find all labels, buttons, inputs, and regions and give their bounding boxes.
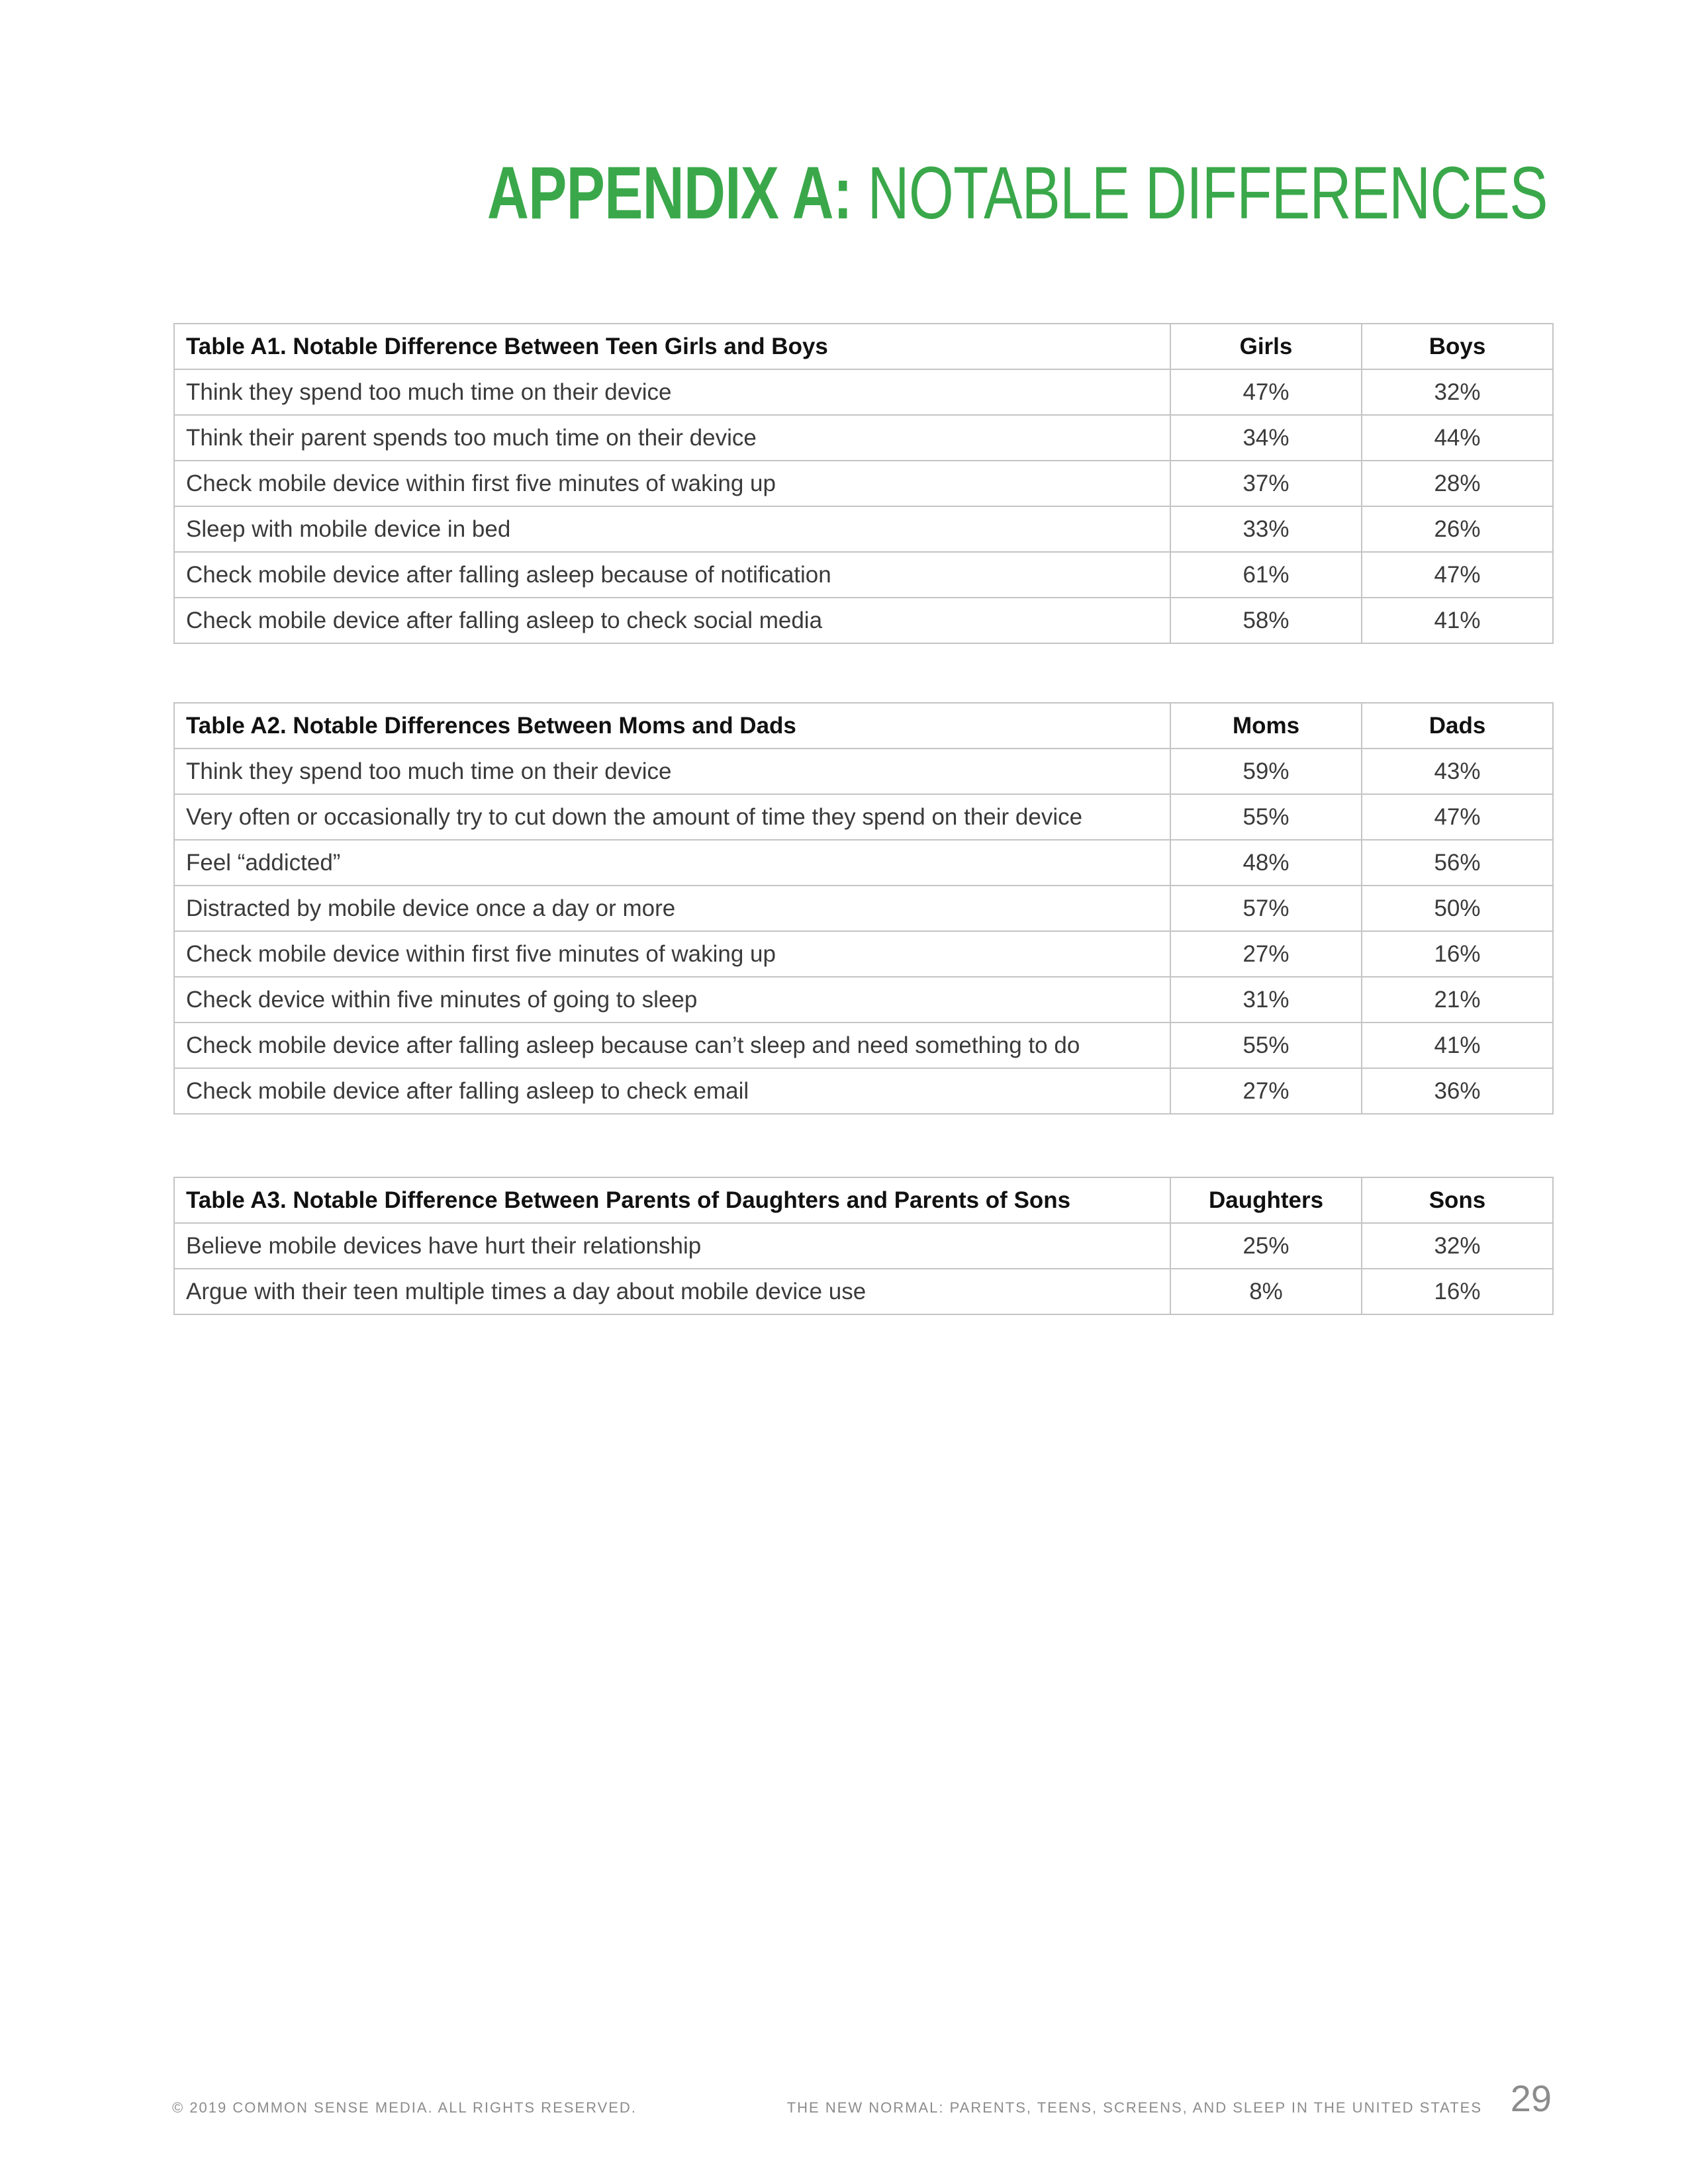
row-label: Think they spend too much time on their device [174, 369, 1170, 415]
row-label: Argue with their teen multiple times a day about mobile device use [174, 1269, 1170, 1314]
row-label: Check mobile device within first five minutes of waking up [174, 461, 1170, 506]
moms-value: 27% [1170, 1068, 1362, 1114]
moms-value: 55% [1170, 794, 1362, 840]
column-header-daughters: Daughters [1170, 1177, 1362, 1223]
table-row [174, 886, 1553, 931]
girls-value: 37% [1170, 461, 1362, 506]
dads-value: 16% [1362, 931, 1553, 977]
row-label: Check mobile device after falling asleep because of notification [174, 552, 1170, 598]
moms-value: 31% [1170, 977, 1362, 1023]
moms-value: 55% [1170, 1023, 1362, 1068]
row-label: Feel “addicted” [174, 840, 1170, 886]
daughters-value: 8% [1170, 1269, 1362, 1314]
table-row [174, 506, 1553, 552]
dads-value: 21% [1362, 977, 1553, 1023]
row-label: Check mobile device after falling asleep to check social media [174, 598, 1170, 643]
row-label: Check device within five minutes of going to sleep [174, 977, 1170, 1023]
boys-value: 41% [1362, 598, 1553, 643]
boys-value: 28% [1362, 461, 1553, 506]
sons-value: 16% [1362, 1269, 1553, 1314]
moms-value: 27% [1170, 931, 1362, 977]
footer-report-title: THE NEW NORMAL: PARENTS, TEENS, SCREENS, AND SLEEP IN THE UNITED STATES [786, 2099, 1482, 2116]
daughters-value: 25% [1170, 1223, 1362, 1269]
table-a1 [173, 323, 1554, 644]
girls-value: 33% [1170, 506, 1362, 552]
column-header-dads: Dads [1362, 703, 1553, 749]
table-header-row [174, 324, 1553, 369]
column-header-sons: Sons [1362, 1177, 1553, 1223]
column-header-boys: Boys [1362, 324, 1553, 369]
row-label: Check mobile device after falling asleep because can’t sleep and need something to do [174, 1023, 1170, 1068]
boys-value: 44% [1362, 415, 1553, 461]
table-row [174, 369, 1553, 415]
row-label: Distracted by mobile device once a day or more [174, 886, 1170, 931]
table-row [174, 977, 1553, 1023]
girls-value: 34% [1170, 415, 1362, 461]
boys-value: 26% [1362, 506, 1553, 552]
row-label: Check mobile device within first five minutes of waking up [174, 931, 1170, 977]
column-header-girls: Girls [1170, 324, 1362, 369]
moms-value: 57% [1170, 886, 1362, 931]
girls-value: 58% [1170, 598, 1362, 643]
page-number: 29 [1510, 2077, 1552, 2119]
row-label: Check mobile device after falling asleep to check email [174, 1068, 1170, 1114]
table-row [174, 552, 1553, 598]
table-row [174, 461, 1553, 506]
table-row [174, 1023, 1553, 1068]
table-caption: Table A2. Notable Differences Between Moms and Dads [174, 703, 1170, 749]
table-row [174, 1068, 1553, 1114]
table-row [174, 415, 1553, 461]
table-row [174, 749, 1553, 794]
dads-value: 43% [1362, 749, 1553, 794]
table-row [174, 840, 1553, 886]
dads-value: 50% [1362, 886, 1553, 931]
footer-copyright: © 2019 COMMON SENSE MEDIA. ALL RIGHTS RESERVED. [172, 2099, 637, 2116]
page-title-light: NOTABLE DIFFERENCES [852, 152, 1548, 234]
table-row [174, 598, 1553, 643]
table-row [174, 931, 1553, 977]
sons-value: 32% [1362, 1223, 1553, 1269]
girls-value: 61% [1170, 552, 1362, 598]
dads-value: 41% [1362, 1023, 1553, 1068]
row-label: Very often or occasionally try to cut down the amount of time they spend on their device [174, 794, 1170, 840]
moms-value: 48% [1170, 840, 1362, 886]
dads-value: 56% [1362, 840, 1553, 886]
table-caption: Table A3. Notable Difference Between Parents of Daughters and Parents of Sons [174, 1177, 1170, 1223]
row-label: Sleep with mobile device in bed [174, 506, 1170, 552]
boys-value: 32% [1362, 369, 1553, 415]
column-header-moms: Moms [1170, 703, 1362, 749]
table-row [174, 1223, 1553, 1269]
moms-value: 59% [1170, 749, 1362, 794]
row-label: Think their parent spends too much time on their device [174, 415, 1170, 461]
page-title-bold: APPENDIX A: [487, 152, 853, 234]
table-header-row [174, 1177, 1553, 1223]
dads-value: 36% [1362, 1068, 1553, 1114]
row-label: Believe mobile devices have hurt their relationship [174, 1223, 1170, 1269]
boys-value: 47% [1362, 552, 1553, 598]
dads-value: 47% [1362, 794, 1553, 840]
table-header-row [174, 703, 1553, 749]
girls-value: 47% [1170, 369, 1362, 415]
table-caption: Table A1. Notable Difference Between Teen Girls and Boys [174, 324, 1170, 369]
page-title [487, 147, 1548, 240]
table-row [174, 794, 1553, 840]
row-label: Think they spend too much time on their device [174, 749, 1170, 794]
table-a3 [173, 1177, 1554, 1315]
table-row [174, 1269, 1553, 1314]
table-a2 [173, 702, 1554, 1115]
